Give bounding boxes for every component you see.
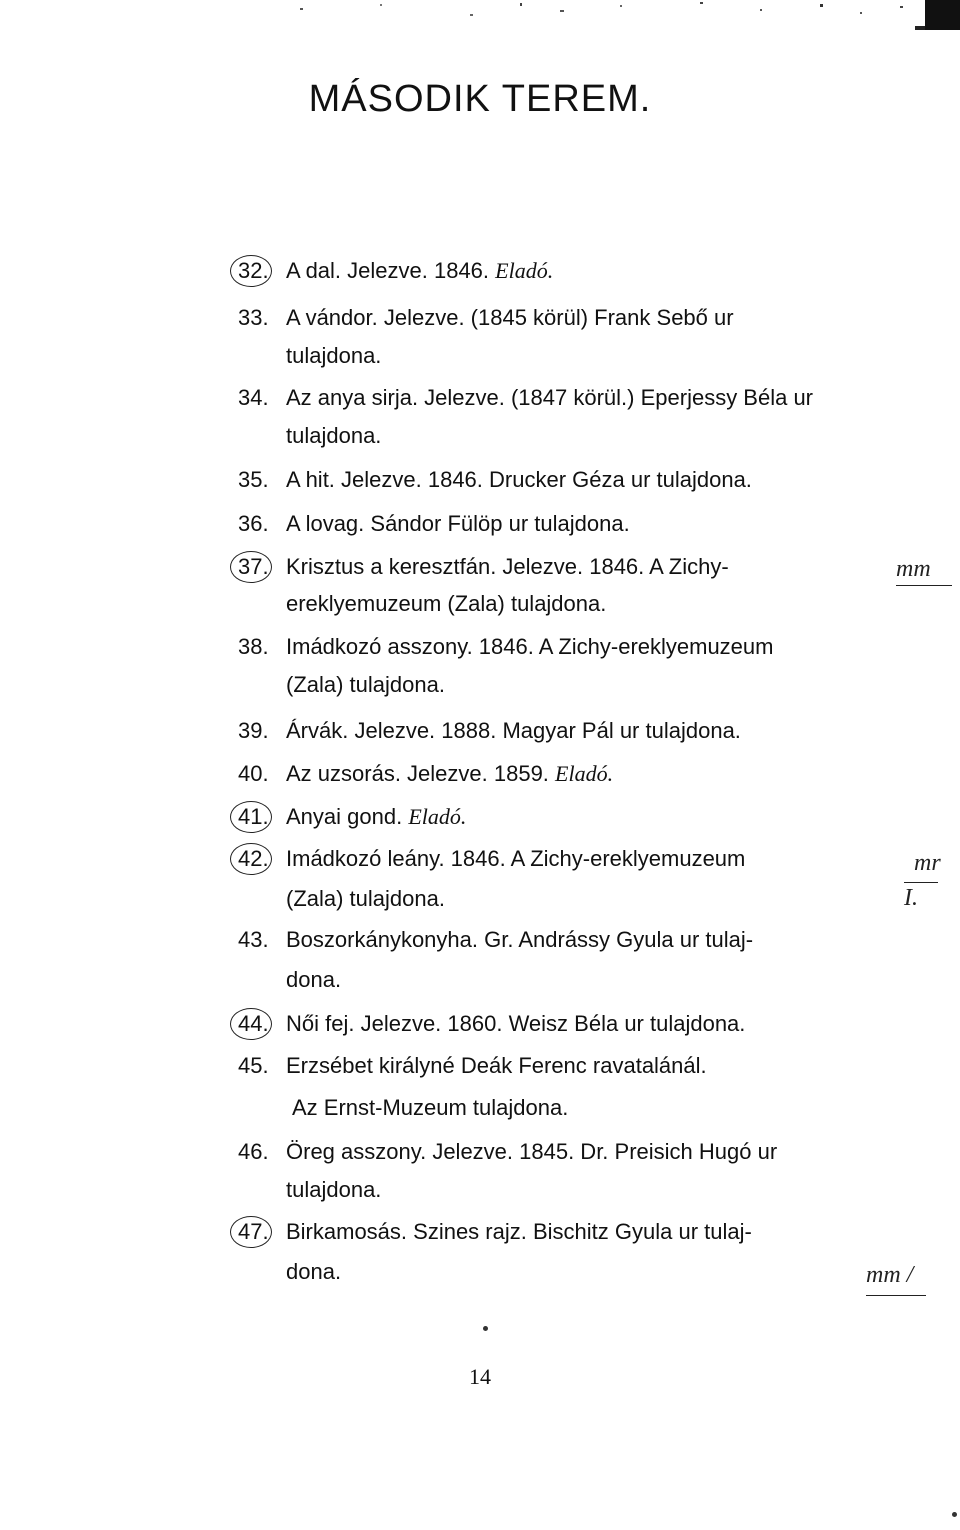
entry-text: Imádkozó leány. 1846. A Zichy-ereklyemuzeum [286,846,746,871]
margin-note: I. [904,880,938,912]
entry-text: tulajdona. [286,1177,382,1202]
entry-number: 39. [238,718,269,743]
entry-number: 40. [238,761,269,786]
entry-number: 45. [238,1053,269,1078]
entry-number: 41. [238,803,286,831]
entry-number: 44. [238,1010,286,1038]
entry-line [286,966,341,994]
entry-line [286,422,381,450]
margin-note: mm [896,556,952,586]
entry-text: Az Ernst-Muzeum tulajdona. [292,1095,569,1120]
entry-text: Az uzsorás. Jelezve. 1859. [286,761,556,786]
page-number: 14 [469,1364,491,1389]
entry-line [238,1052,707,1080]
entry-line [286,671,445,699]
ink-dot [483,1326,488,1331]
entry-line [286,885,445,913]
entry-number: 35. [238,467,269,492]
entry-text: Női fej. Jelezve. 1860. Weisz Béla ur tulajdona. [286,1011,746,1036]
entry-line [238,803,466,831]
entry-text: Krisztus a keresztfán. Jelezve. 1846. A Zichy- [286,554,729,579]
entry-text: tulajdona. [286,423,382,448]
entry-text: ereklyemuzeum (Zala) tulajdona. [286,591,607,616]
entry-text: A hit. Jelezve. 1846. Drucker Géza ur tulajdona. [286,467,752,492]
entry-line [238,845,745,873]
entry-number: 34. [238,385,269,410]
entry-text: (Zala) tulajdona. [286,886,445,911]
entry-number: 46. [238,1139,269,1164]
entry-number: 32. [238,257,286,285]
entry-italic: Eladó. [408,804,467,829]
entry-text: Öreg asszony. Jelezve. 1845. Dr. Preisich Hugó ur [286,1139,778,1164]
entry-text: tulajdona. [286,343,382,368]
entry-line [238,1218,752,1246]
entry-text: dona. [286,1259,342,1284]
entry-text: Birkamosás. Szines rajz. Bischitz Gyula ur tulaj- [286,1219,752,1244]
entry-line [238,257,553,285]
margin-note: mr [914,850,941,876]
entry-line [286,1258,341,1286]
entry-line [238,760,613,788]
ink-dot [952,1512,957,1517]
entry-line [238,717,741,745]
entry-text: Anyai gond. [286,804,409,829]
entry-line [292,1094,568,1122]
entry-text: dona. [286,967,342,992]
entry-text: Árvák. Jelezve. 1888. Magyar Pál ur tulajdona. [286,718,741,743]
entry-line [238,384,813,412]
entry-line [238,633,773,661]
entry-italic: Eladó. [495,258,554,283]
entry-text: A vándor. Jelezve. (1845 körül) Frank Sebő ur [286,305,734,330]
entry-italic: Eladó. [555,761,614,786]
entry-line [238,1010,745,1038]
entry-number: 37. [238,553,286,581]
margin-note: mm / [866,1262,926,1296]
entry-number: 36. [238,511,269,536]
entry-number: 42. [238,845,286,873]
entry-text: A lovag. Sándor Fülöp ur tulajdona. [286,511,630,536]
entry-text: A dal. Jelezve. 1846. [286,258,496,283]
entry-line [238,553,729,581]
entry-number: 33. [238,305,269,330]
entry-number: 38. [238,634,269,659]
entry-line [238,1138,777,1166]
entry-text: Boszorkánykonyha. Gr. Andrássy Gyula ur tulaj- [286,927,754,952]
entry-text: Erzsébet királyné Deák Ferenc ravatalánál. [286,1053,707,1078]
entry-line [238,466,752,494]
entry-number: 43. [238,927,269,952]
entry-line [238,510,630,538]
entry-text: Imádkozó asszony. 1846. A Zichy-ereklyemuzeum [286,634,774,659]
entry-number: 47. [238,1218,286,1246]
entry-line [286,590,606,618]
entry-line [238,304,734,332]
entry-text: Az anya sirja. Jelezve. (1847 körül.) Eperjessy Béla ur [286,385,814,410]
entry-line [238,926,753,954]
entry-line [286,1176,381,1204]
entry-text: (Zala) tulajdona. [286,672,445,697]
page-title: MÁSODIK TEREM. [308,78,652,120]
entry-line [286,342,381,370]
